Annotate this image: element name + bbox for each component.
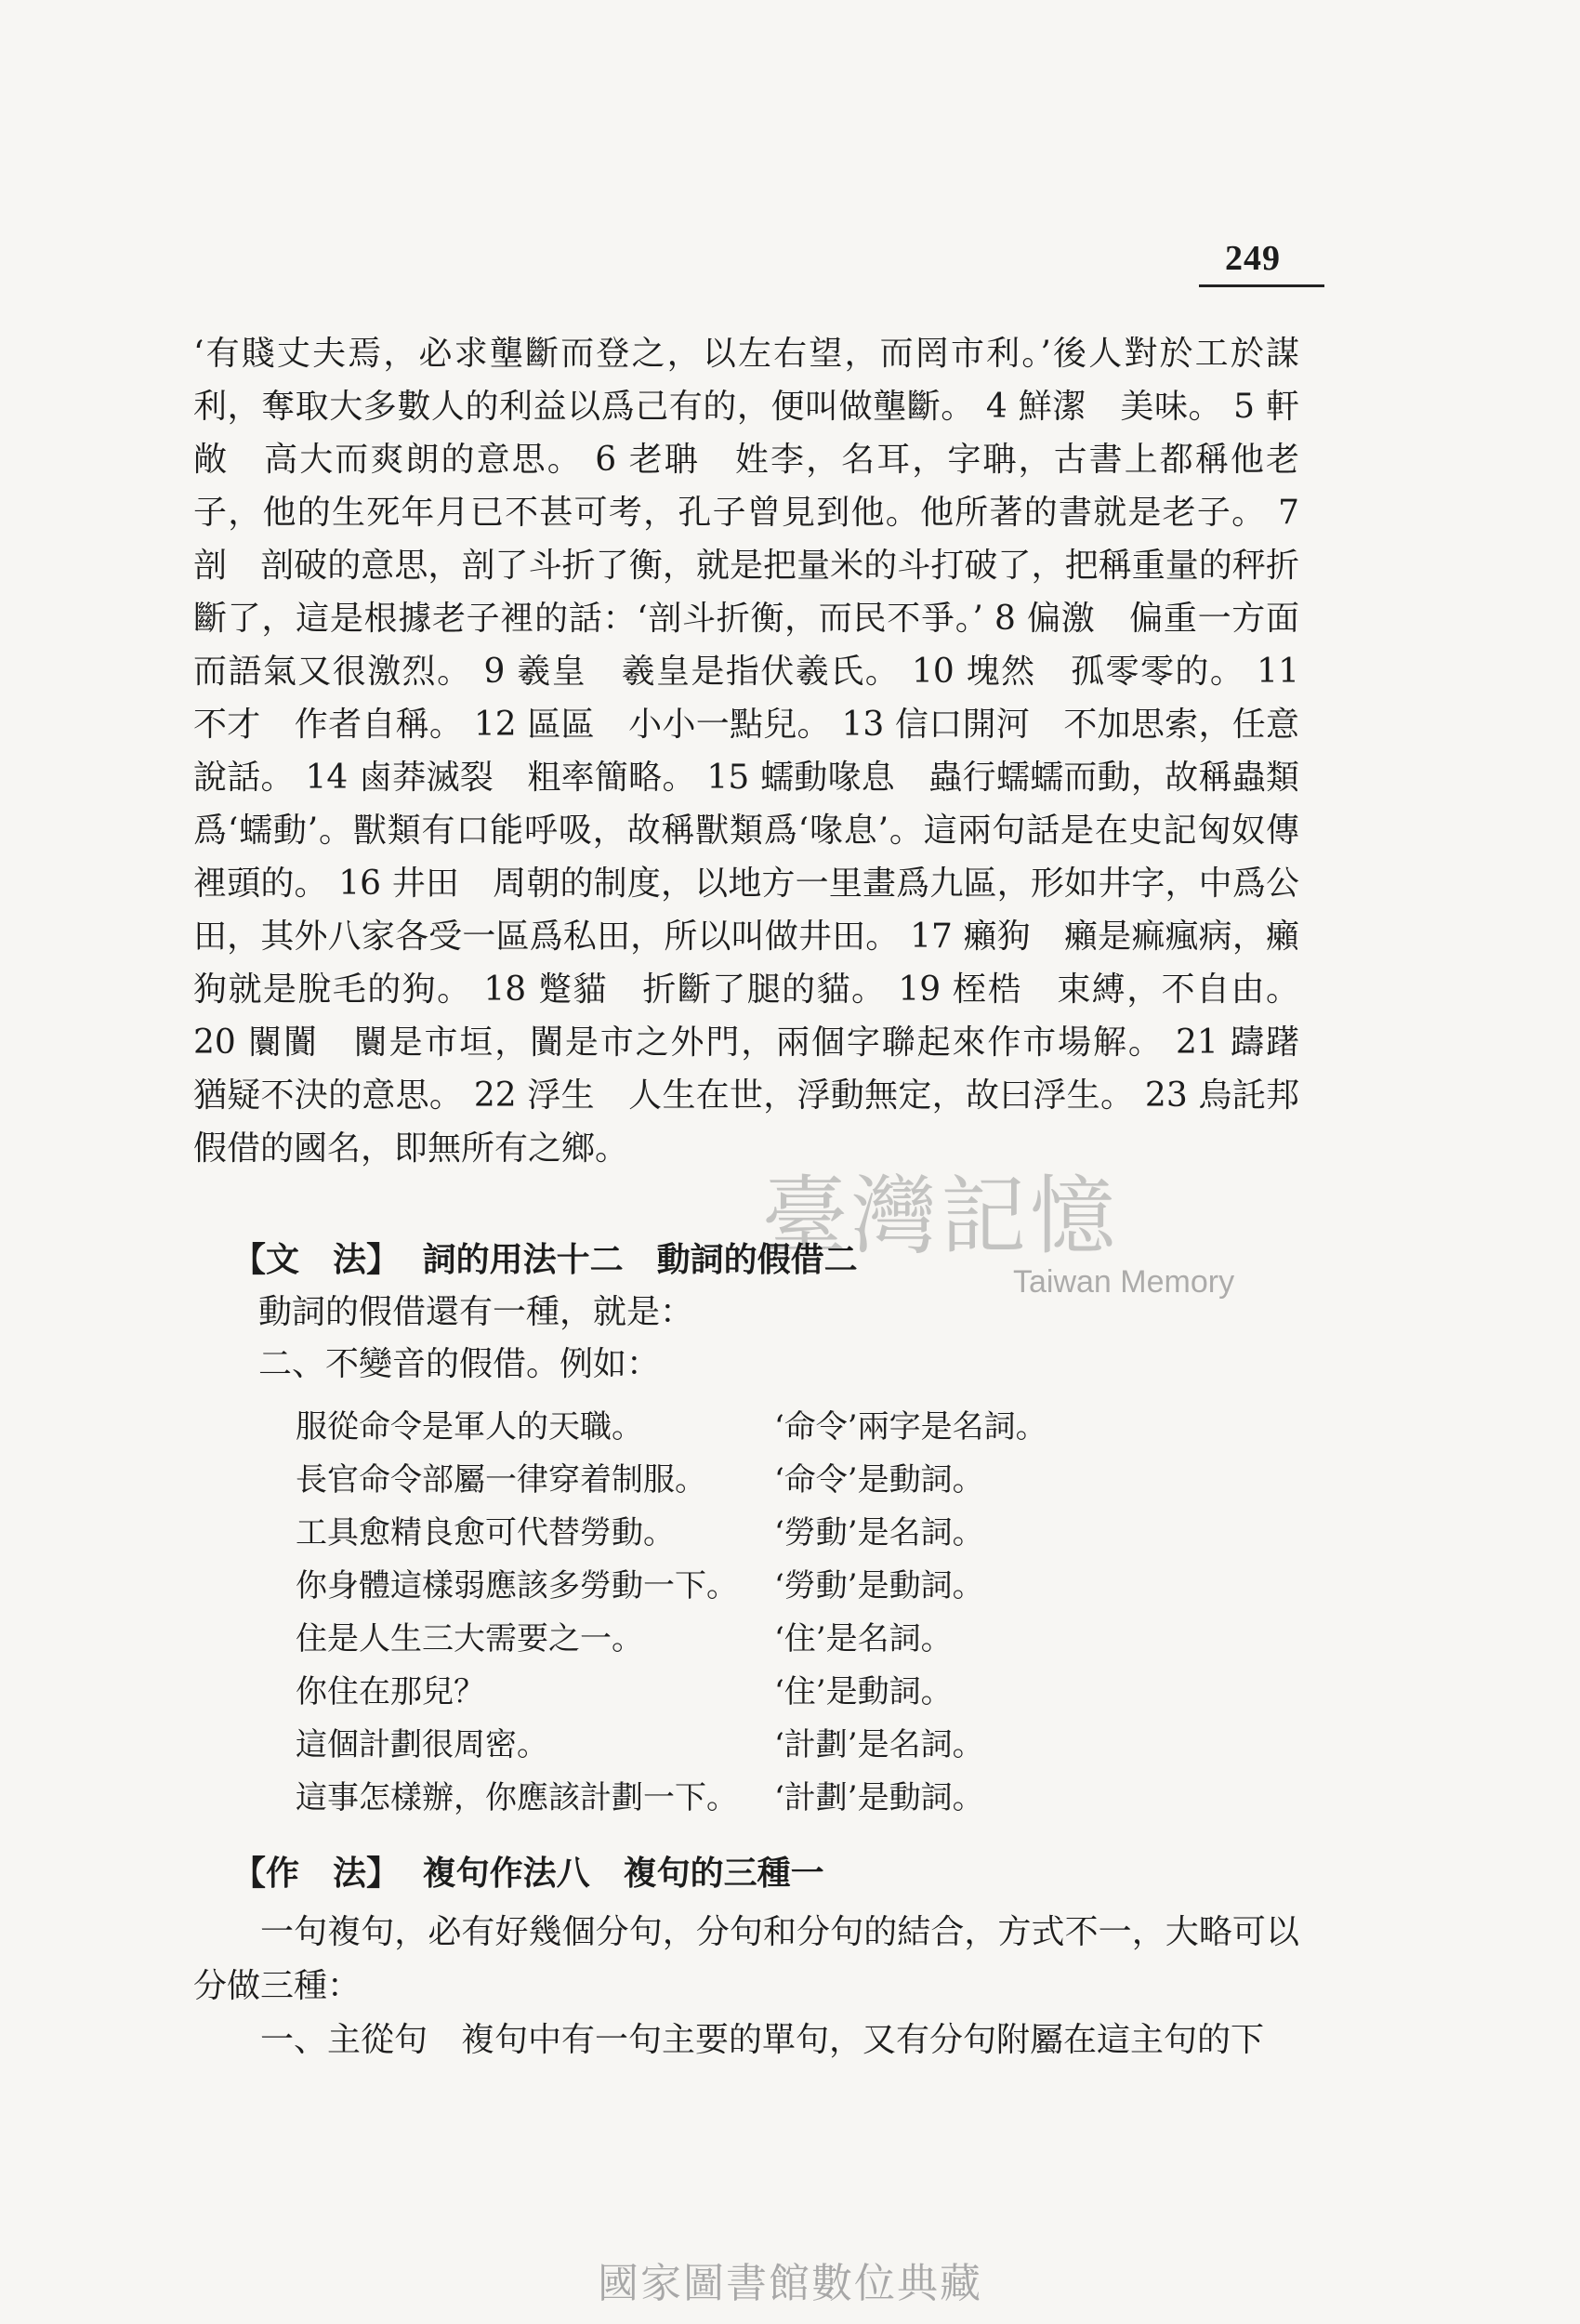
page-number-rule — [1199, 284, 1324, 287]
example-sentence: 你身體這樣弱應該多勞動一下。 — [296, 1567, 738, 1604]
example-sentence: 這事怎樣辦，你應該計劃一下。 — [296, 1779, 738, 1816]
grammar-heading — [232, 1236, 858, 1283]
example-note: ‘計劃’是名詞。 — [774, 1726, 984, 1763]
composition-paragraph-2: 一、主從句 複句中有一句主要的單句，又有分句附屬在這主句的下 — [260, 2021, 1265, 2059]
grammar-tag: 【文 法】 — [232, 1240, 401, 1279]
example-row — [296, 1397, 1113, 1450]
example-row — [296, 1715, 1113, 1768]
watermark-chinese: 臺灣記憶 — [762, 1167, 1120, 1266]
composition-heading — [232, 1850, 824, 1896]
example-row — [296, 1768, 1113, 1821]
example-note: ‘住’是動詞。 — [774, 1673, 953, 1710]
example-note: ‘命令’兩字是名詞。 — [774, 1408, 1047, 1446]
example-row — [296, 1450, 1113, 1503]
example-note: ‘命令’是動詞。 — [774, 1461, 984, 1499]
watermark-english: Taiwan Memory — [1013, 1264, 1235, 1300]
example-note: ‘勞動’是動詞。 — [774, 1567, 984, 1604]
example-sentence: 工具愈精良愈可代替勞動。 — [296, 1514, 675, 1552]
grammar-intro: 動詞的假借還有一種，就是： — [258, 1293, 694, 1331]
example-note: ‘住’是名詞。 — [774, 1620, 953, 1657]
grammar-title: 詞的用法十二 動詞的假借二 — [422, 1240, 858, 1279]
example-row — [296, 1503, 1113, 1556]
example-row — [296, 1662, 1113, 1715]
annotations-section — [193, 327, 1334, 1175]
composition-paragraph-1: 一句複句，必有好幾個分句，分句和分句的結合，方式不一，大略可以分做三種： — [193, 1913, 1299, 2005]
annotations-paragraph: ‘有賤丈夫焉，必求壟斷而登之，以左右望，而罔市利。’後人對於工於謀利，奪取大多數人的利益以爲己有的，便叫做壟斷。 4 鮮潔 美味。 5 軒敞 高大而爽朗的意思。 6 老聃 姓李，名耳，字聃，古書上都稱他老子，他的生死年月已不甚可考，孔子曾見到他。他所著的書就是老子。 7 剖 剖破的意思，剖了斗折了衡，就是把量米的斗打破了，把稱重量的秤折斷了，這是根據老子裡的話：‘剖斗折衡，而民不爭。’ 8 偏激 偏重一方面而語氣又很激烈。 9 羲皇 羲皇是指伏羲氏。 10 塊然 孤零零的。 11 不才 作者自稱。 12 區區 小小一點兒。 13 信口開河 不加思索，任意說話。 14 鹵莽滅裂 粗率簡略。 15 蠕動喙息 蟲行蠕蠕而動，故稱蟲類爲‘蠕動’。獸類有口能呼吸，故稱獸類爲‘喙息’。這兩句話是在史記匈奴傳裡頭的。 16 井田 周朝的制度，以地方一里畫爲九區，形如井字，中爲公田，其外八家各受一區爲私田，所以叫做井田。 17 癩狗 癩是痲瘋病，癩狗就是脫毛的狗。 18 蹩貓 折斷了腿的貓。 19 桎梏 束縛，不自由。 20 闤闠 闤是市垣，闠是市之外門，兩個字聯起來作市場解。 21 躊躇 猶疑不決的意思。 22 浮生 人生在世，浮動無定，故曰浮生。 23 烏託邦 假借的國名，即無所有之鄉。 — [193, 335, 1334, 1168]
example-note: ‘勞動’是名詞。 — [774, 1514, 984, 1552]
example-sentence: 長官命令部屬一律穿着制服。 — [296, 1461, 706, 1499]
grammar-examples — [296, 1397, 1113, 1821]
composition-title: 複句作法八 複句的三種一 — [422, 1854, 824, 1893]
example-sentence: 你住在那兒？ — [296, 1673, 485, 1710]
example-note: ‘計劃’是動詞。 — [774, 1779, 984, 1816]
example-sentence: 服從命令是軍人的天職。 — [296, 1408, 643, 1446]
example-sentence: 這個計劃很周密。 — [296, 1726, 548, 1763]
page-number: 249 — [1225, 239, 1281, 278]
example-sentence: 住是人生三大需要之一。 — [296, 1620, 643, 1657]
example-row — [296, 1609, 1113, 1662]
example-row — [296, 1556, 1113, 1609]
composition-tag: 【作 法】 — [232, 1854, 401, 1893]
library-footer: 國家圖書館數位典藏 — [598, 2260, 982, 2307]
grammar-rule: 二、不變音的假借。例如： — [258, 1345, 661, 1383]
